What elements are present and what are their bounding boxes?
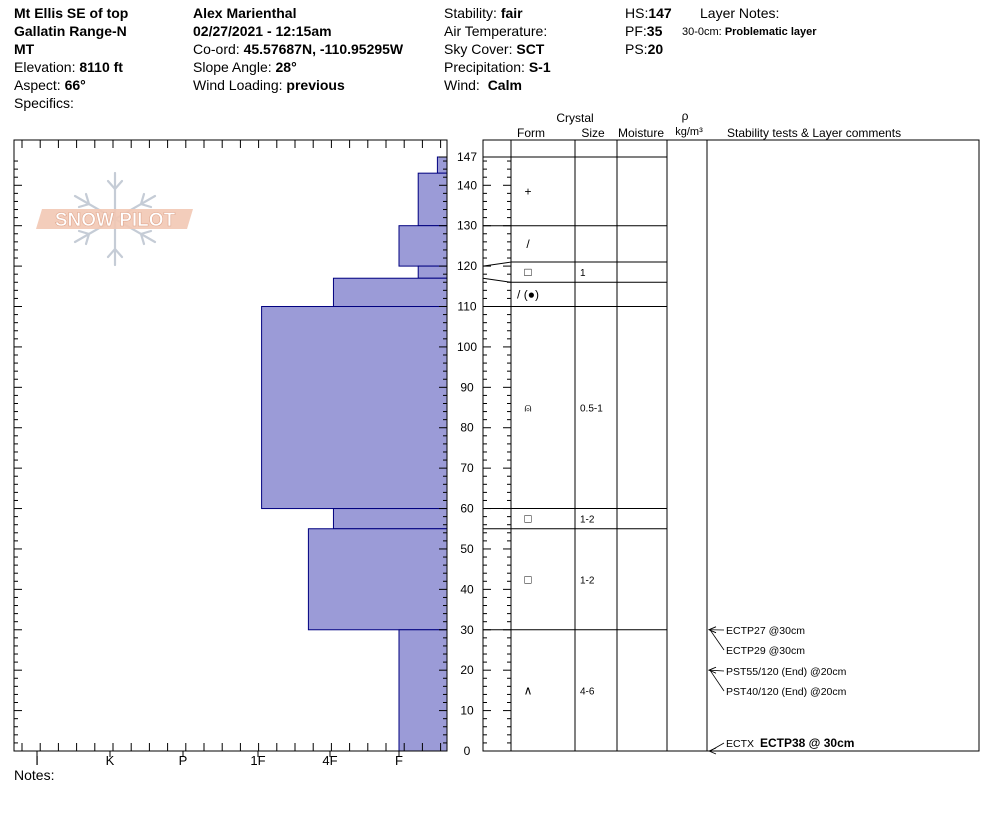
grain-form: ⍝	[524, 400, 532, 415]
pf-label: PF:	[625, 23, 647, 39]
grain-size: 4-6	[580, 686, 595, 698]
layer-note-text: Problematic layer	[724, 26, 817, 38]
hs-value: 147	[648, 5, 672, 21]
coord-label: Co-ord:	[193, 41, 240, 57]
state: MT	[14, 41, 35, 57]
snowpilot-logo	[36, 173, 193, 265]
elevation-label: Elevation:	[14, 59, 76, 75]
grain-frame	[483, 140, 979, 751]
grain-size: 1	[580, 268, 586, 280]
wind-loading-value: previous	[286, 77, 345, 93]
wind-loading-label: Wind Loading:	[193, 77, 283, 93]
coord-value: 45.57687N, -110.95295W	[243, 41, 404, 57]
size-header: Size	[581, 126, 605, 140]
moisture-header: Moisture	[617, 126, 665, 140]
grain-size: 0.5-1	[580, 403, 603, 415]
test-leader	[710, 630, 724, 650]
height-tick-label: 110	[457, 299, 477, 314]
hardness-layer	[437, 157, 447, 173]
grain-form: □	[524, 511, 532, 526]
wind-value: Calm	[487, 77, 522, 93]
hs-label: HS:	[625, 5, 649, 21]
hardness-layer	[399, 226, 447, 266]
hardness-tick-label: F	[395, 753, 403, 768]
rho-header: ρ	[681, 109, 689, 123]
layer-connector	[483, 262, 511, 266]
test-label: PST55/120 (End) @20cm	[726, 666, 847, 678]
height-tick-label: 20	[460, 663, 474, 678]
hardness-layer	[399, 630, 447, 751]
height-tick-label: 147	[456, 150, 478, 164]
layer-notes-label: Layer Notes:	[700, 5, 780, 21]
height-tick-label: 90	[460, 380, 474, 395]
height-tick-label: 40	[460, 582, 474, 597]
hardness-layer	[262, 307, 447, 509]
grain-form: /	[526, 236, 530, 251]
grain-form: ∧	[523, 683, 533, 698]
stability-value: fair	[500, 5, 523, 21]
pf-value: 35	[646, 23, 663, 39]
stability-label: Stability:	[444, 5, 497, 21]
density-unit-header: kg/m³	[675, 126, 703, 138]
wind-label: Wind:	[444, 77, 480, 93]
sky-value: SCT	[516, 41, 545, 57]
grain-form: +	[524, 184, 532, 199]
layer-note-depth: 30-0cm:	[682, 26, 722, 38]
hardness-tick-label: 4F	[322, 753, 338, 768]
grain-form: □	[524, 265, 532, 280]
layer-connector	[483, 278, 511, 282]
hardness-tick-label: I	[35, 753, 39, 768]
slope-label: Slope Angle:	[193, 59, 272, 75]
slope-value: 28°	[275, 59, 297, 75]
hardness-tick-label: P	[178, 753, 188, 768]
height-tick-label: 60	[460, 501, 474, 516]
test-label: ECTP29 @30cm	[726, 645, 805, 657]
height-tick-label: 30	[460, 622, 474, 637]
precip-label: Precipitation:	[444, 59, 525, 75]
test-leader	[710, 670, 724, 691]
test-label: PST40/120 (End) @20cm	[726, 686, 847, 698]
test-label: ECTP27 @30cm	[726, 625, 805, 637]
stability-tests	[709, 625, 854, 754]
hardness-tick-label: K	[105, 753, 115, 768]
elevation-value: 8110 ft	[79, 59, 123, 75]
ps-value: 20	[647, 41, 664, 57]
grain-form: □	[524, 572, 532, 587]
aspect-label: Aspect:	[14, 77, 61, 93]
hardness-layer	[418, 266, 447, 278]
comments-header: Stability tests & Layer comments	[727, 126, 902, 140]
ps-label: PS:	[625, 41, 648, 57]
location-line2: Gallatin Range-N	[14, 23, 127, 39]
crystal-header: Crystal	[556, 111, 594, 125]
height-tick-label: 140	[456, 178, 478, 193]
datetime: 02/27/2021 - 12:15am	[193, 23, 332, 39]
hardness-layer	[308, 529, 447, 630]
test-extra: ECTP38 @ 30cm	[760, 736, 855, 750]
height-tick-label: 50	[460, 541, 474, 556]
sky-label: Sky Cover:	[444, 41, 513, 57]
form-header: Form	[517, 126, 545, 140]
test-leader	[710, 670, 724, 671]
chart-frames	[14, 140, 979, 751]
hardness-layer	[333, 278, 447, 306]
height-tick-label: 10	[460, 703, 474, 718]
air-temperature-label: Air Temperature:	[444, 23, 548, 39]
location-line1: Mt Ellis SE of top	[14, 5, 129, 21]
hardness-layer	[418, 173, 447, 226]
logo-text: SNOW PILOT	[54, 210, 176, 231]
notes-label: Notes:	[14, 767, 55, 783]
grain-size: 1-2	[580, 514, 595, 526]
aspect-value: 66°	[64, 77, 86, 93]
hardness-layers	[262, 157, 447, 751]
height-tick-label: 0	[463, 744, 471, 758]
test-label: ECTX	[726, 738, 755, 750]
grain-form: / (●)	[517, 287, 539, 302]
height-tick-label: 130	[456, 218, 478, 233]
grain-size: 1-2	[580, 575, 595, 587]
height-tick-label: 80	[460, 420, 474, 435]
hardness-tick-label: 1F	[250, 753, 266, 768]
hardness-layer	[333, 509, 447, 529]
observer: Alex Marienthal	[193, 5, 297, 21]
precip-value: S-1	[528, 59, 551, 75]
specifics-label: Specifics:	[14, 95, 74, 111]
height-tick-label: 70	[460, 461, 474, 476]
height-tick-label: 120	[456, 259, 478, 274]
height-tick-label: 100	[456, 339, 478, 354]
